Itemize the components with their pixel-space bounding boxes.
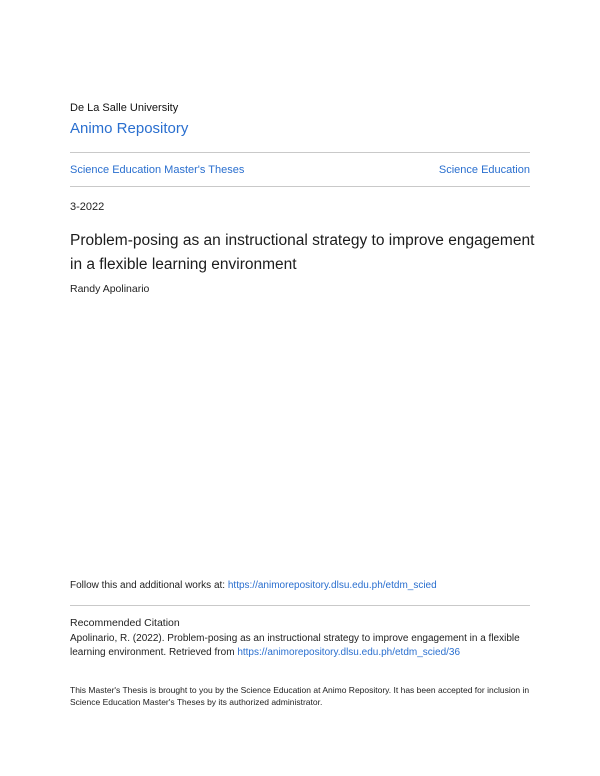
citation-body: Apolinario, R. (2022). Problem-posing as an instructional strategy to improve engagement in a flexible learning environment. Retrieved from xyxy=(70,633,520,658)
document-title: Problem-posing as an instructional strategy to improve engagement in a flexible learning environment xyxy=(70,232,535,273)
institution-name: De La Salle University xyxy=(70,102,179,114)
follow-prefix: Follow this and additional works at: xyxy=(70,580,228,591)
follow-line xyxy=(70,580,437,591)
collection-link-department[interactable]: Science Education xyxy=(438,164,530,176)
divider-middle xyxy=(70,186,530,187)
citation-text xyxy=(70,632,530,660)
collection-link-theses[interactable]: Science Education Master's Theses xyxy=(70,164,245,176)
divider-top xyxy=(70,152,530,153)
notice-text: This Master's Thesis is brought to you by the Science Education at Animo Repository. It has been accepted for inclusion in Science Education Master's Theses by its authorized administrator. xyxy=(70,685,530,707)
citation-heading: Recommended Citation xyxy=(70,617,180,629)
divider-bottom xyxy=(70,605,530,606)
follow-link[interactable]: https://animorepository.dlsu.edu.ph/etdm_scied xyxy=(227,580,437,591)
author-name: Randy Apolinario xyxy=(70,283,150,295)
citation-link[interactable]: https://animorepository.dlsu.edu.ph/etdm_scied/36 xyxy=(237,647,461,658)
repository-link[interactable]: Animo Repository xyxy=(70,120,189,137)
publication-date: 3-2022 xyxy=(70,201,105,213)
